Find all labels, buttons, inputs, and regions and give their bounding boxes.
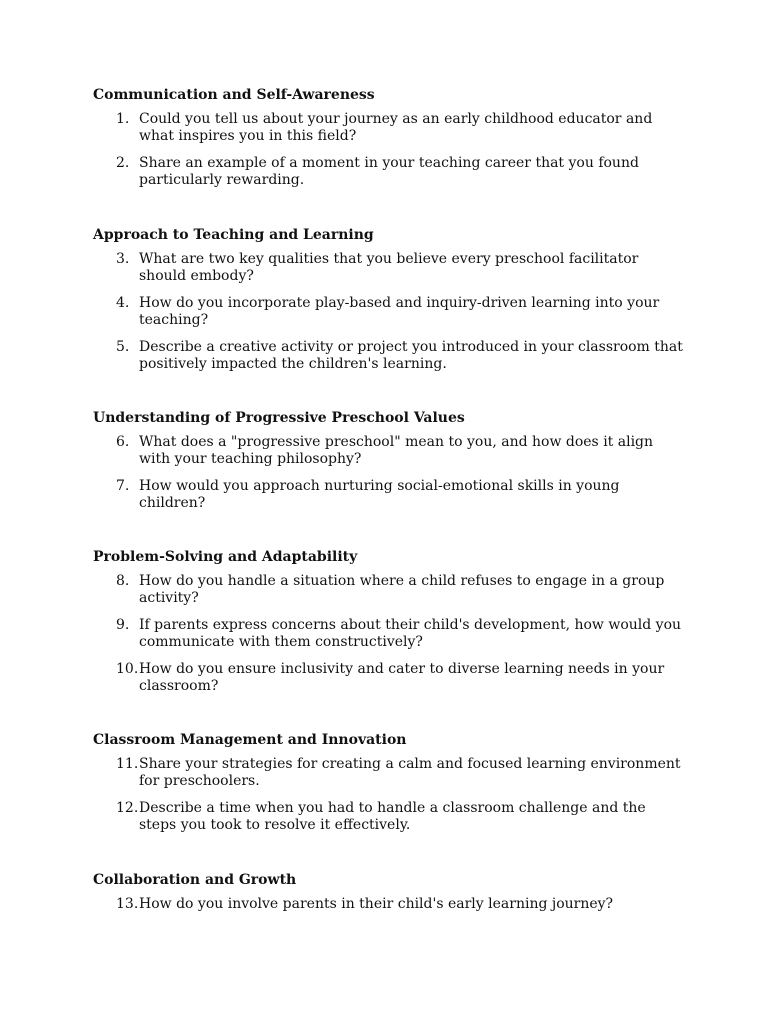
question-item bbox=[93, 661, 683, 695]
section-heading: Communication and Self-Awareness bbox=[93, 87, 375, 103]
question-item bbox=[93, 800, 683, 834]
question-number: 1. bbox=[116, 111, 130, 127]
question-item bbox=[93, 896, 683, 913]
question-number: 4. bbox=[116, 295, 130, 311]
question-text: What are two key qualities that you believe every preschool facilitator should embody? bbox=[139, 251, 639, 284]
question-text: Describe a time when you had to handle a classroom challenge and the steps you took to resolve it effectively. bbox=[139, 800, 646, 833]
question-item bbox=[93, 111, 683, 145]
section-heading: Approach to Teaching and Learning bbox=[93, 227, 374, 243]
section-teaching-learning bbox=[93, 227, 683, 383]
question-number: 6. bbox=[116, 434, 130, 450]
question-number: 10. bbox=[116, 661, 139, 677]
question-item bbox=[93, 295, 683, 329]
question-item bbox=[93, 251, 683, 285]
question-text: Share your strategies for creating a calm and focused learning environment for preschoolers. bbox=[139, 756, 681, 789]
question-number: 7. bbox=[116, 478, 130, 494]
question-item bbox=[93, 434, 683, 468]
question-text: How do you handle a situation where a child refuses to engage in a group activity? bbox=[139, 573, 665, 606]
question-text: Could you tell us about your journey as an early childhood educator and what inspires you in this field? bbox=[139, 111, 653, 144]
question-text: Share an example of a moment in your teaching career that you found particularly rewarding. bbox=[139, 155, 639, 188]
question-number: 11. bbox=[116, 756, 139, 772]
question-text: How do you incorporate play-based and inquiry-driven learning into your teaching? bbox=[139, 295, 660, 328]
question-number: 2. bbox=[116, 155, 130, 171]
section-communication bbox=[93, 87, 683, 199]
question-number: 9. bbox=[116, 617, 130, 633]
question-item bbox=[93, 478, 683, 512]
question-number: 12. bbox=[116, 800, 139, 816]
section-classroom-management bbox=[93, 732, 683, 844]
question-item bbox=[93, 617, 683, 651]
question-text: How do you involve parents in their child's early learning journey? bbox=[139, 896, 614, 912]
question-item bbox=[93, 155, 683, 189]
question-item bbox=[93, 339, 683, 373]
section-heading: Collaboration and Growth bbox=[93, 872, 297, 888]
question-number: 5. bbox=[116, 339, 130, 355]
section-heading: Problem-Solving and Adaptability bbox=[93, 549, 358, 565]
question-number: 8. bbox=[116, 573, 130, 589]
section-heading: Understanding of Progressive Preschool Values bbox=[93, 410, 465, 426]
question-item bbox=[93, 756, 683, 790]
question-item bbox=[93, 573, 683, 607]
section-problem-solving bbox=[93, 549, 683, 705]
question-text: If parents express concerns about their child's development, how would you communicate with them constructively? bbox=[139, 617, 682, 650]
question-number: 13. bbox=[116, 896, 139, 912]
section-progressive-values bbox=[93, 410, 683, 522]
section-heading: Classroom Management and Innovation bbox=[93, 732, 407, 748]
question-text: How would you approach nurturing social-emotional skills in young children? bbox=[139, 478, 620, 511]
question-number: 3. bbox=[116, 251, 130, 267]
question-text: How do you ensure inclusivity and cater to diverse learning needs in your classroom? bbox=[139, 661, 665, 694]
section-collaboration bbox=[93, 872, 683, 923]
question-text: What does a "progressive preschool" mean to you, and how does it align with your teaching philosophy? bbox=[139, 434, 654, 467]
question-text: Describe a creative activity or project you introduced in your classroom that positively impacted the children's learning. bbox=[139, 339, 683, 372]
